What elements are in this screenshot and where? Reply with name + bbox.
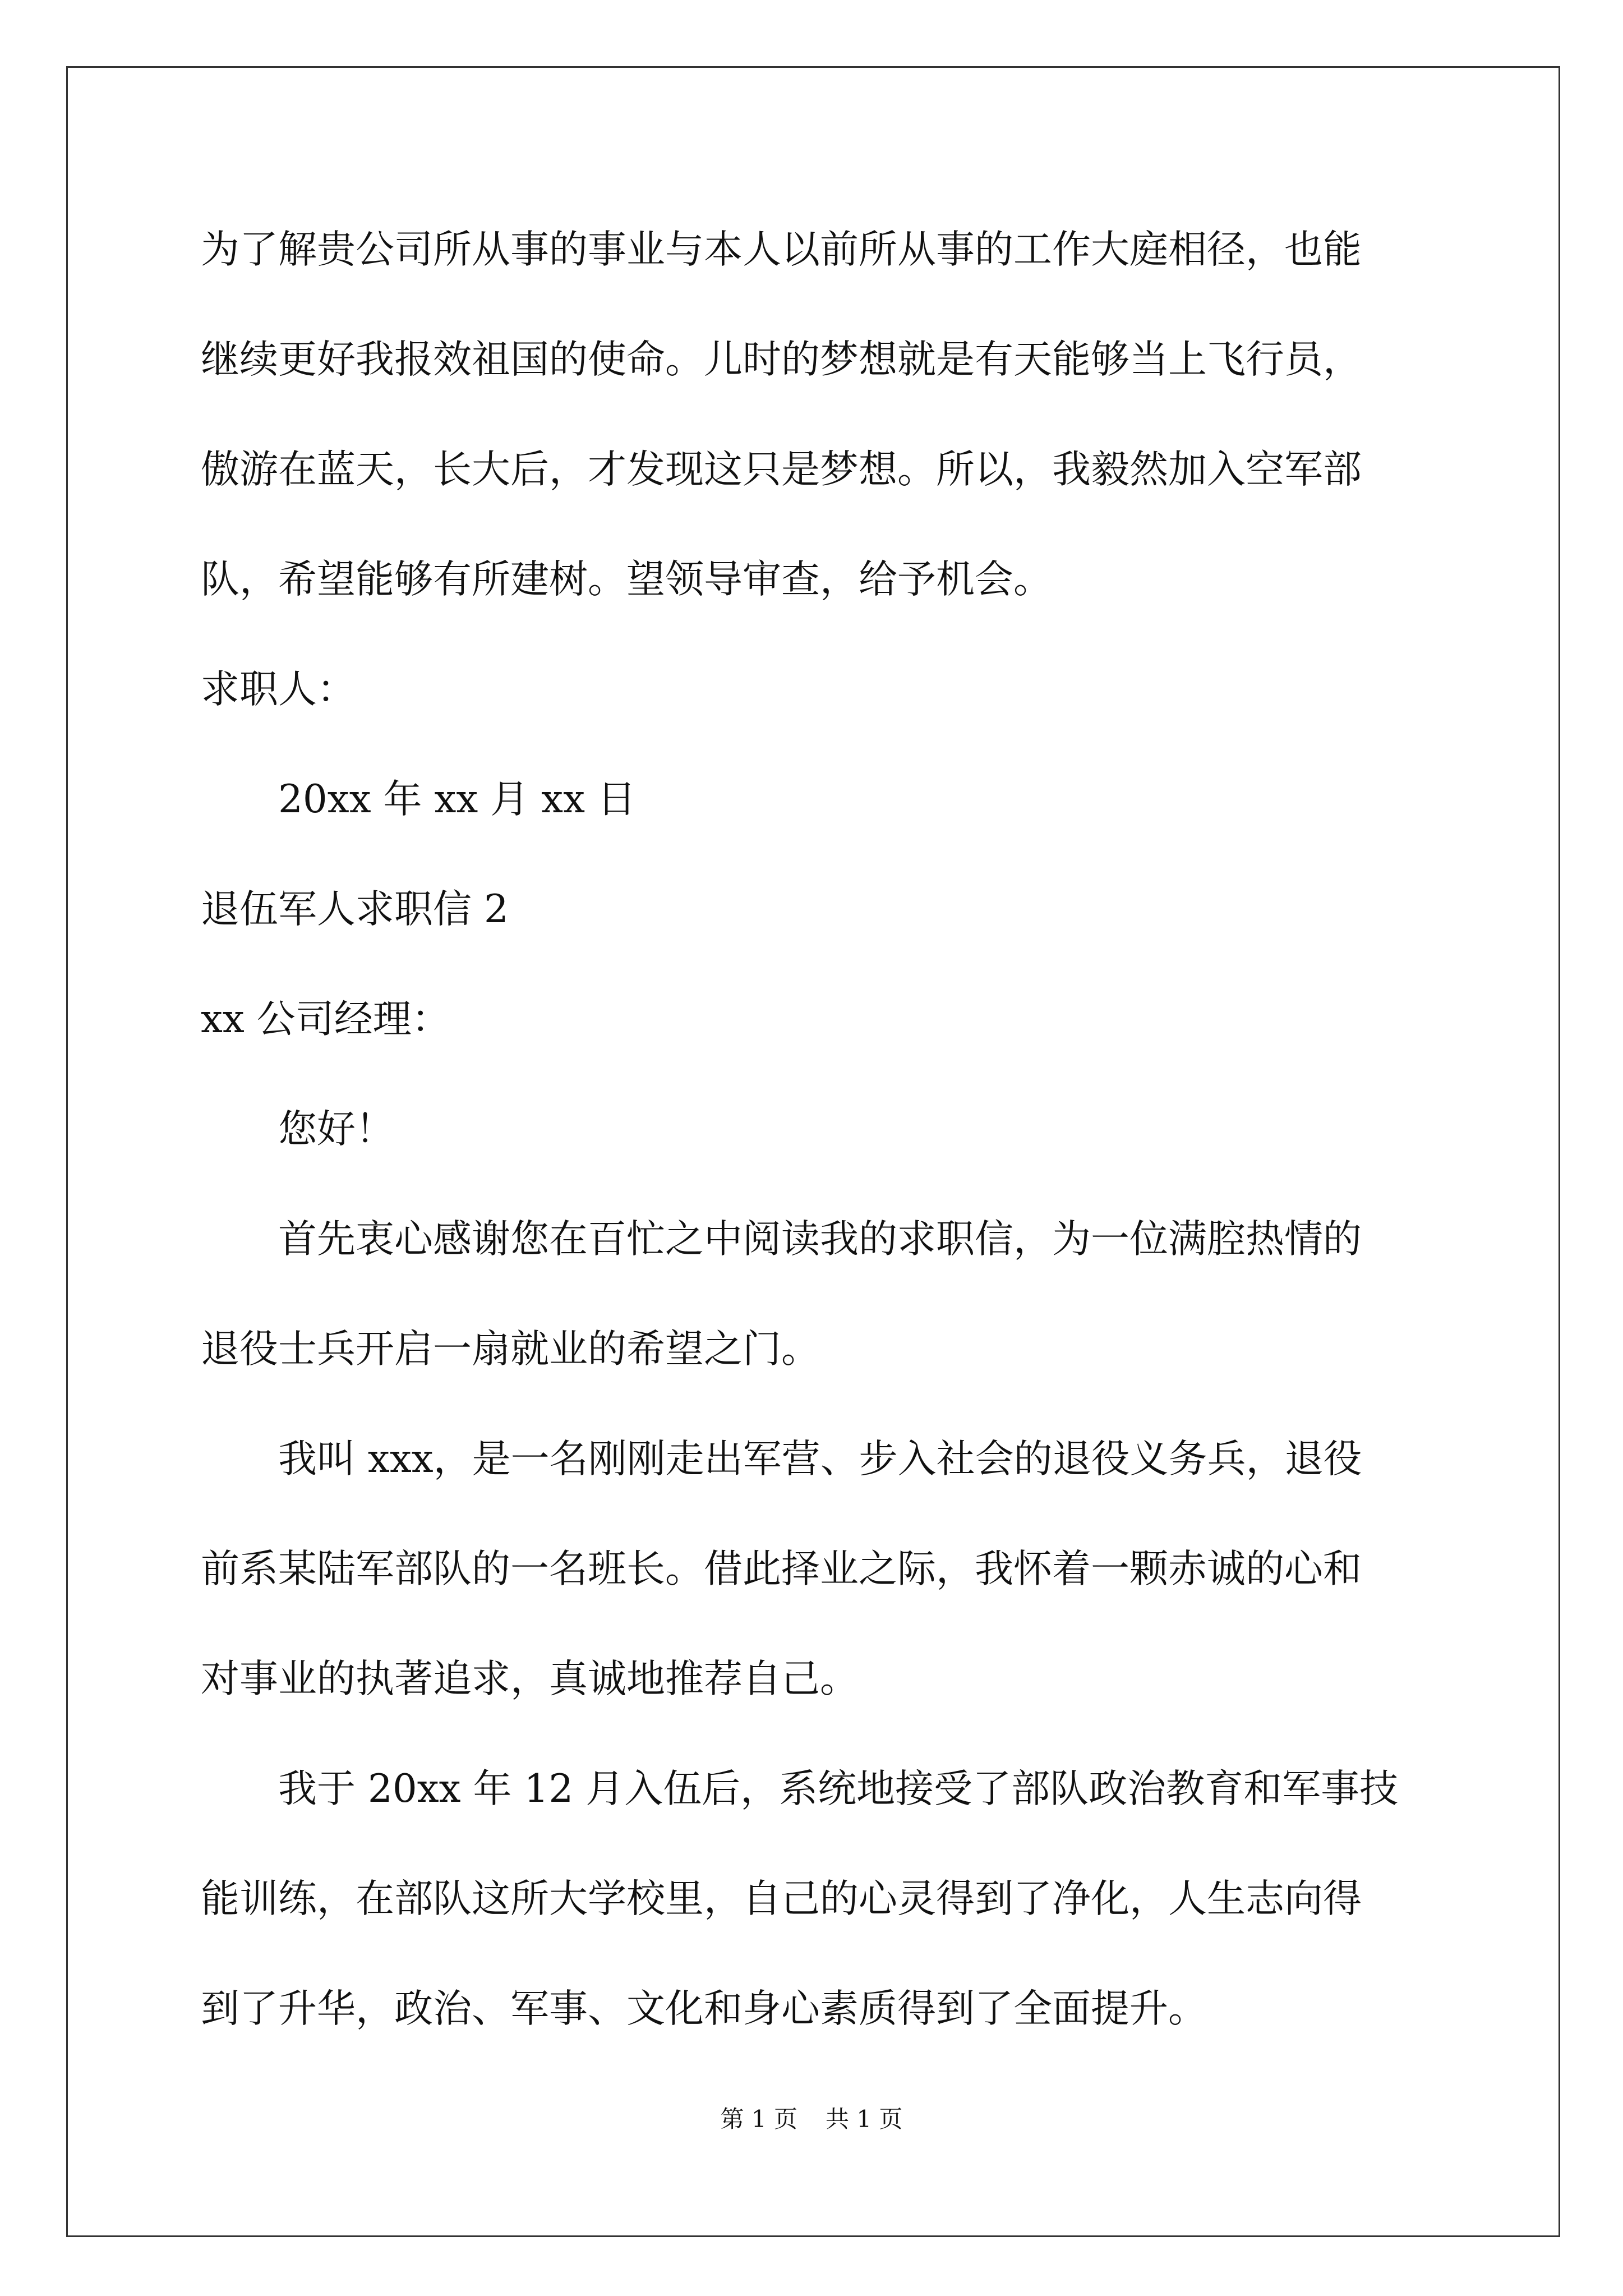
paragraph-line: 退役士兵开启一扇就业的希望之门。	[201, 1327, 820, 1372]
salutation: xx 公司经理：	[201, 997, 450, 1042]
paragraph-line: 继续更好我报效祖国的使命。儿时的梦想就是有天能够当上飞行员，	[201, 337, 1362, 382]
paragraph-line: 为了解贵公司所从事的事业与本人以前所从事的工作大庭相径，也能	[201, 227, 1362, 272]
paragraph-line: 到了升华，政治、军事、文化和身心素质得到了全面提升。	[201, 1986, 1207, 2031]
paragraph-line: 傲游在蓝天，长大后，才发现这只是梦想。所以，我毅然加入空军部	[201, 447, 1362, 492]
page-number: 第 1 页	[720, 2105, 797, 2133]
date-line: 20xx 年 xx 月 xx 日	[278, 777, 636, 822]
page-total: 共 1 页	[826, 2105, 903, 2133]
greeting: 您好！	[278, 1107, 394, 1152]
paragraph-line: 前系某陆军部队的一名班长。借此择业之际，我怀着一颗赤诚的心和	[201, 1547, 1362, 1591]
document-body	[201, 219, 1429, 2088]
paragraph-line: 对事业的执著追求，真诚地推荐自己。	[201, 1657, 859, 1701]
applicant-label: 求职人：	[201, 667, 356, 712]
page-footer	[0, 2102, 1623, 2136]
paragraph-line: 我叫 xxx，是一名刚刚走出军营、步入社会的退役义务兵，退役	[278, 1437, 1362, 1481]
section-title: 退伍军人求职信 2	[201, 887, 509, 932]
paragraph-line: 能训练，在部队这所大学校里，自己的心灵得到了净化，人生志向得	[201, 1876, 1362, 1921]
paragraph-line: 首先衷心感谢您在百忙之中阅读我的求职信，为一位满腔热情的	[278, 1217, 1362, 1262]
paragraph-line: 我于 20xx 年 12 月入伍后，系统地接受了部队政治教育和军事技	[278, 1766, 1399, 1811]
paragraph-line: 队，希望能够有所建树。望领导审查，给予机会。	[201, 557, 1052, 602]
